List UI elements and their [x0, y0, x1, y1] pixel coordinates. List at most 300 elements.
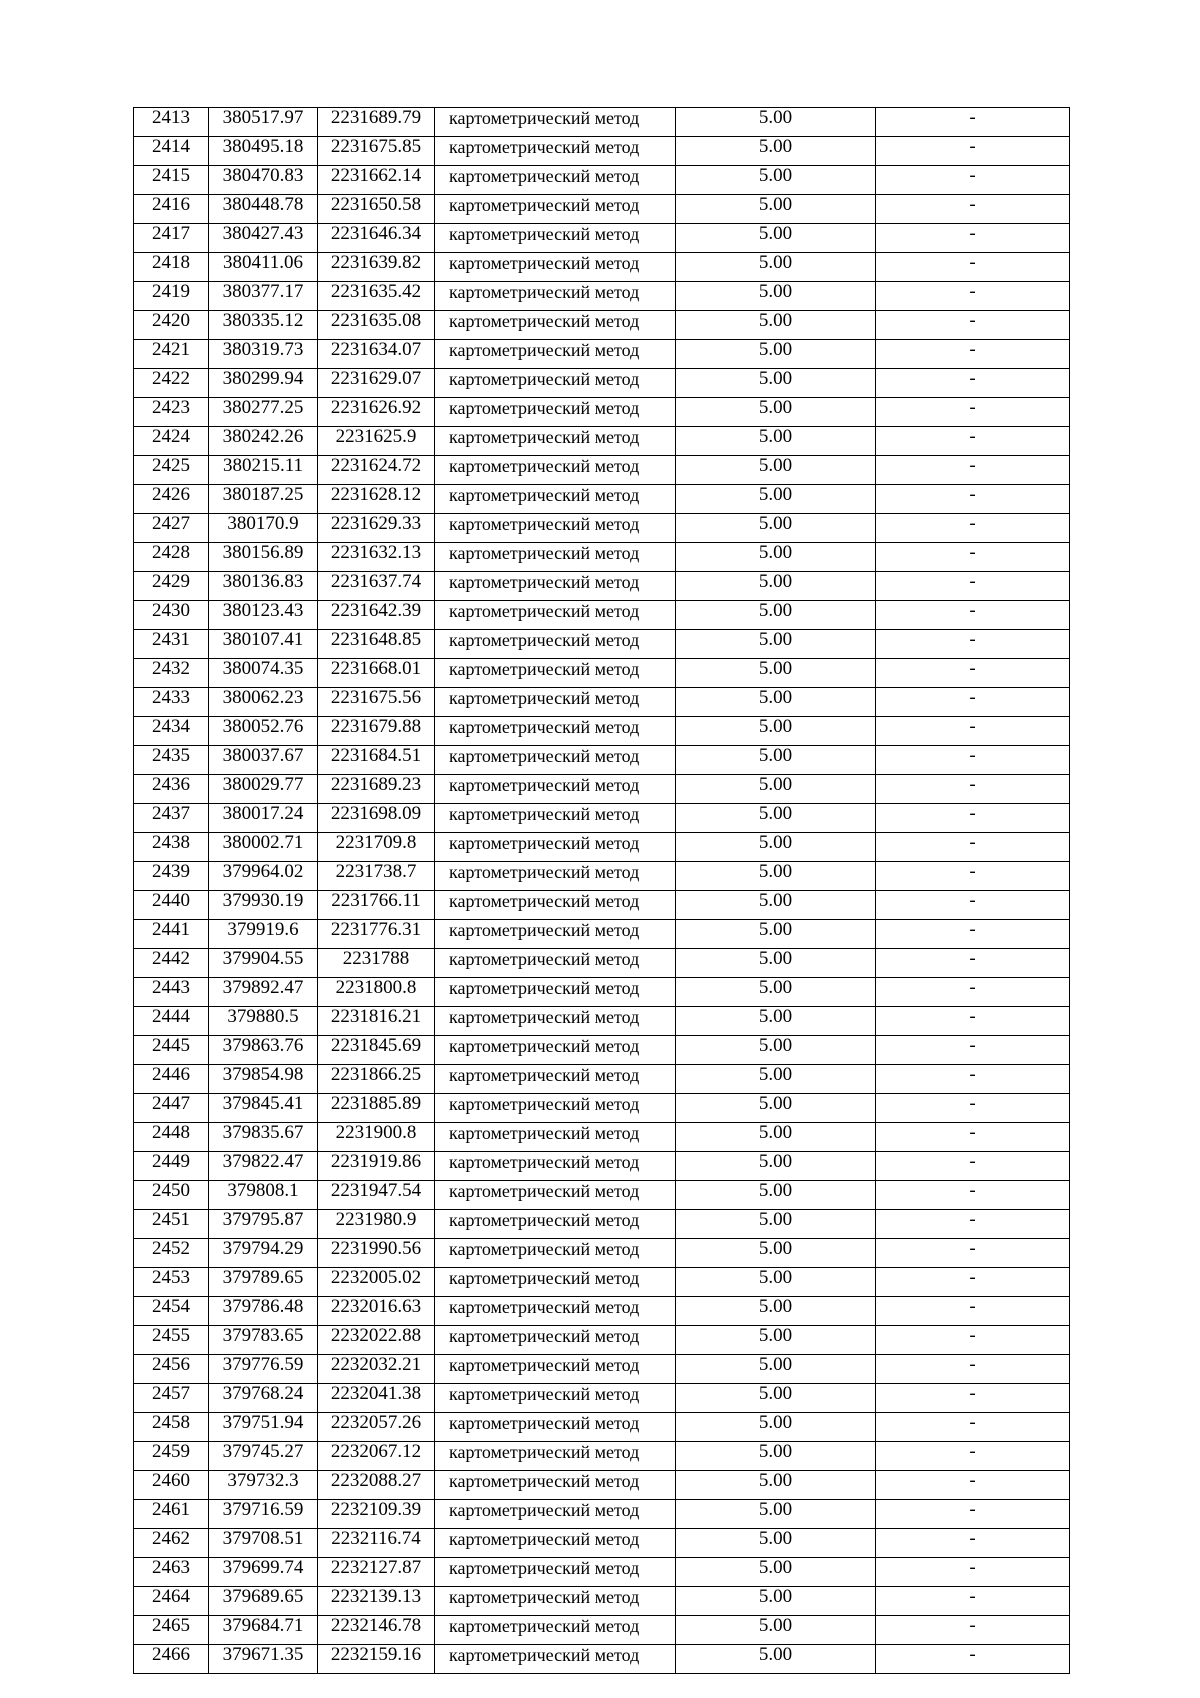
- x-coordinate-cell: 379689.65: [209, 1587, 318, 1616]
- x-coordinate-cell: 379808.1: [209, 1181, 318, 1210]
- accuracy-cell: 5.00: [676, 1355, 876, 1384]
- point-number-cell: 2449: [134, 1152, 209, 1181]
- x-coordinate-cell: 380411.06: [209, 253, 318, 282]
- table-row: [134, 717, 1070, 746]
- point-number-cell: 2457: [134, 1384, 209, 1413]
- note-cell: -: [876, 978, 1070, 1007]
- x-coordinate-cell: 379835.67: [209, 1123, 318, 1152]
- accuracy-cell: 5.00: [676, 949, 876, 978]
- accuracy-cell: 5.00: [676, 804, 876, 833]
- accuracy-cell: 5.00: [676, 543, 876, 572]
- accuracy-cell: 5.00: [676, 427, 876, 456]
- table-row: [134, 311, 1070, 340]
- accuracy-cell: 5.00: [676, 1152, 876, 1181]
- note-cell: -: [876, 1065, 1070, 1094]
- table-row: [134, 572, 1070, 601]
- method-cell: картометрический метод: [435, 1529, 676, 1558]
- point-number-cell: 2453: [134, 1268, 209, 1297]
- method-cell: картометрический метод: [435, 949, 676, 978]
- accuracy-cell: 5.00: [676, 369, 876, 398]
- table-row: [134, 949, 1070, 978]
- method-cell: картометрический метод: [435, 1181, 676, 1210]
- table-row: [134, 253, 1070, 282]
- x-coordinate-cell: 380299.94: [209, 369, 318, 398]
- note-cell: -: [876, 1471, 1070, 1500]
- accuracy-cell: 5.00: [676, 311, 876, 340]
- note-cell: -: [876, 166, 1070, 195]
- accuracy-cell: 5.00: [676, 1645, 876, 1674]
- coordinates-table: [133, 107, 1070, 1674]
- note-cell: -: [876, 1587, 1070, 1616]
- x-coordinate-cell: 380427.43: [209, 224, 318, 253]
- accuracy-cell: 5.00: [676, 1181, 876, 1210]
- note-cell: -: [876, 427, 1070, 456]
- table-row: [134, 1326, 1070, 1355]
- point-number-cell: 2433: [134, 688, 209, 717]
- y-coordinate-cell: 2231639.82: [318, 253, 435, 282]
- method-cell: картометрический метод: [435, 282, 676, 311]
- point-number-cell: 2462: [134, 1529, 209, 1558]
- x-coordinate-cell: 379863.76: [209, 1036, 318, 1065]
- y-coordinate-cell: 2231632.13: [318, 543, 435, 572]
- method-cell: картометрический метод: [435, 1268, 676, 1297]
- x-coordinate-cell: 380156.89: [209, 543, 318, 572]
- note-cell: -: [876, 1297, 1070, 1326]
- point-number-cell: 2445: [134, 1036, 209, 1065]
- x-coordinate-cell: 379716.59: [209, 1500, 318, 1529]
- table-row: [134, 978, 1070, 1007]
- point-number-cell: 2461: [134, 1500, 209, 1529]
- y-coordinate-cell: 2232127.87: [318, 1558, 435, 1587]
- y-coordinate-cell: 2232005.02: [318, 1268, 435, 1297]
- note-cell: -: [876, 659, 1070, 688]
- point-number-cell: 2426: [134, 485, 209, 514]
- point-number-cell: 2424: [134, 427, 209, 456]
- x-coordinate-cell: 380242.26: [209, 427, 318, 456]
- accuracy-cell: 5.00: [676, 398, 876, 427]
- table-row: [134, 659, 1070, 688]
- note-cell: -: [876, 1384, 1070, 1413]
- x-coordinate-cell: 379919.6: [209, 920, 318, 949]
- point-number-cell: 2454: [134, 1297, 209, 1326]
- point-number-cell: 2465: [134, 1616, 209, 1645]
- accuracy-cell: 5.00: [676, 1210, 876, 1239]
- method-cell: картометрический метод: [435, 543, 676, 572]
- table-row: [134, 1355, 1070, 1384]
- y-coordinate-cell: 2232139.13: [318, 1587, 435, 1616]
- method-cell: картометрический метод: [435, 456, 676, 485]
- table-row: [134, 456, 1070, 485]
- y-coordinate-cell: 2231738.7: [318, 862, 435, 891]
- y-coordinate-cell: 2231698.09: [318, 804, 435, 833]
- accuracy-cell: 5.00: [676, 1326, 876, 1355]
- x-coordinate-cell: 380470.83: [209, 166, 318, 195]
- y-coordinate-cell: 2231650.58: [318, 195, 435, 224]
- accuracy-cell: 5.00: [676, 514, 876, 543]
- note-cell: -: [876, 572, 1070, 601]
- note-cell: -: [876, 1094, 1070, 1123]
- table-row: [134, 1123, 1070, 1152]
- y-coordinate-cell: 2231800.8: [318, 978, 435, 1007]
- table-row: [134, 1181, 1070, 1210]
- accuracy-cell: 5.00: [676, 485, 876, 514]
- method-cell: картометрический метод: [435, 1384, 676, 1413]
- point-number-cell: 2446: [134, 1065, 209, 1094]
- note-cell: -: [876, 514, 1070, 543]
- accuracy-cell: 5.00: [676, 456, 876, 485]
- point-number-cell: 2428: [134, 543, 209, 572]
- method-cell: картометрический метод: [435, 514, 676, 543]
- accuracy-cell: 5.00: [676, 1297, 876, 1326]
- table-row: [134, 1442, 1070, 1471]
- accuracy-cell: 5.00: [676, 891, 876, 920]
- accuracy-cell: 5.00: [676, 1616, 876, 1645]
- note-cell: -: [876, 282, 1070, 311]
- method-cell: картометрический метод: [435, 891, 676, 920]
- method-cell: картометрический метод: [435, 1645, 676, 1674]
- point-number-cell: 2438: [134, 833, 209, 862]
- accuracy-cell: 5.00: [676, 253, 876, 282]
- method-cell: картометрический метод: [435, 630, 676, 659]
- method-cell: картометрический метод: [435, 978, 676, 1007]
- accuracy-cell: 5.00: [676, 340, 876, 369]
- x-coordinate-cell: 380170.9: [209, 514, 318, 543]
- point-number-cell: 2414: [134, 137, 209, 166]
- y-coordinate-cell: 2231635.08: [318, 311, 435, 340]
- accuracy-cell: 5.00: [676, 1442, 876, 1471]
- x-coordinate-cell: 379789.65: [209, 1268, 318, 1297]
- table-row: [134, 1065, 1070, 1094]
- accuracy-cell: 5.00: [676, 630, 876, 659]
- method-cell: картометрический метод: [435, 340, 676, 369]
- y-coordinate-cell: 2231919.86: [318, 1152, 435, 1181]
- method-cell: картометрический метод: [435, 1094, 676, 1123]
- x-coordinate-cell: 380052.76: [209, 717, 318, 746]
- accuracy-cell: 5.00: [676, 224, 876, 253]
- table-row: [134, 1645, 1070, 1674]
- y-coordinate-cell: 2231625.9: [318, 427, 435, 456]
- y-coordinate-cell: 2231776.31: [318, 920, 435, 949]
- y-coordinate-cell: 2231709.8: [318, 833, 435, 862]
- note-cell: -: [876, 1442, 1070, 1471]
- table-row: [134, 340, 1070, 369]
- note-cell: -: [876, 630, 1070, 659]
- accuracy-cell: 5.00: [676, 137, 876, 166]
- point-number-cell: 2441: [134, 920, 209, 949]
- y-coordinate-cell: 2232016.63: [318, 1297, 435, 1326]
- point-number-cell: 2450: [134, 1181, 209, 1210]
- x-coordinate-cell: 379783.65: [209, 1326, 318, 1355]
- point-number-cell: 2432: [134, 659, 209, 688]
- table-row: [134, 746, 1070, 775]
- table-row: [134, 427, 1070, 456]
- x-coordinate-cell: 380187.25: [209, 485, 318, 514]
- method-cell: картометрический метод: [435, 108, 676, 137]
- table-row: [134, 282, 1070, 311]
- note-cell: -: [876, 746, 1070, 775]
- note-cell: -: [876, 717, 1070, 746]
- x-coordinate-cell: 379699.74: [209, 1558, 318, 1587]
- accuracy-cell: 5.00: [676, 1384, 876, 1413]
- method-cell: картометрический метод: [435, 1036, 676, 1065]
- y-coordinate-cell: 2232146.78: [318, 1616, 435, 1645]
- x-coordinate-cell: 380123.43: [209, 601, 318, 630]
- table-row: [134, 398, 1070, 427]
- accuracy-cell: 5.00: [676, 1065, 876, 1094]
- x-coordinate-cell: 379822.47: [209, 1152, 318, 1181]
- point-number-cell: 2437: [134, 804, 209, 833]
- note-cell: -: [876, 1239, 1070, 1268]
- y-coordinate-cell: 2232067.12: [318, 1442, 435, 1471]
- x-coordinate-cell: 380037.67: [209, 746, 318, 775]
- x-coordinate-cell: 379708.51: [209, 1529, 318, 1558]
- x-coordinate-cell: 380136.83: [209, 572, 318, 601]
- y-coordinate-cell: 2232057.26: [318, 1413, 435, 1442]
- note-cell: -: [876, 1616, 1070, 1645]
- x-coordinate-cell: 379794.29: [209, 1239, 318, 1268]
- table-row: [134, 108, 1070, 137]
- table-row: [134, 1413, 1070, 1442]
- y-coordinate-cell: 2231624.72: [318, 456, 435, 485]
- y-coordinate-cell: 2231885.89: [318, 1094, 435, 1123]
- point-number-cell: 2420: [134, 311, 209, 340]
- note-cell: -: [876, 1210, 1070, 1239]
- method-cell: картометрический метод: [435, 775, 676, 804]
- table-row: [134, 1210, 1070, 1239]
- accuracy-cell: 5.00: [676, 1036, 876, 1065]
- note-cell: -: [876, 833, 1070, 862]
- y-coordinate-cell: 2231990.56: [318, 1239, 435, 1268]
- y-coordinate-cell: 2232159.16: [318, 1645, 435, 1674]
- y-coordinate-cell: 2232022.88: [318, 1326, 435, 1355]
- y-coordinate-cell: 2231668.01: [318, 659, 435, 688]
- table-row: [134, 688, 1070, 717]
- method-cell: картометрический метод: [435, 862, 676, 891]
- table-row: [134, 1529, 1070, 1558]
- point-number-cell: 2452: [134, 1239, 209, 1268]
- accuracy-cell: 5.00: [676, 1500, 876, 1529]
- accuracy-cell: 5.00: [676, 1529, 876, 1558]
- point-number-cell: 2440: [134, 891, 209, 920]
- y-coordinate-cell: 2231646.34: [318, 224, 435, 253]
- x-coordinate-cell: 379684.71: [209, 1616, 318, 1645]
- accuracy-cell: 5.00: [676, 833, 876, 862]
- table-row: [134, 1616, 1070, 1645]
- accuracy-cell: 5.00: [676, 862, 876, 891]
- y-coordinate-cell: 2231637.74: [318, 572, 435, 601]
- table-row: [134, 1268, 1070, 1297]
- x-coordinate-cell: 380074.35: [209, 659, 318, 688]
- table-row: [134, 543, 1070, 572]
- method-cell: картометрический метод: [435, 311, 676, 340]
- table-row: [134, 833, 1070, 862]
- y-coordinate-cell: 2231626.92: [318, 398, 435, 427]
- method-cell: картометрический метод: [435, 398, 676, 427]
- method-cell: картометрический метод: [435, 195, 676, 224]
- x-coordinate-cell: 380215.11: [209, 456, 318, 485]
- x-coordinate-cell: 380377.17: [209, 282, 318, 311]
- table-row: [134, 920, 1070, 949]
- method-cell: картометрический метод: [435, 1616, 676, 1645]
- x-coordinate-cell: 380107.41: [209, 630, 318, 659]
- y-coordinate-cell: 2231816.21: [318, 1007, 435, 1036]
- point-number-cell: 2464: [134, 1587, 209, 1616]
- x-coordinate-cell: 379751.94: [209, 1413, 318, 1442]
- method-cell: картометрический метод: [435, 1558, 676, 1587]
- y-coordinate-cell: 2231628.12: [318, 485, 435, 514]
- coordinates-table-body: [134, 108, 1070, 1674]
- accuracy-cell: 5.00: [676, 746, 876, 775]
- y-coordinate-cell: 2231766.11: [318, 891, 435, 920]
- method-cell: картометрический метод: [435, 1471, 676, 1500]
- x-coordinate-cell: 380495.18: [209, 137, 318, 166]
- method-cell: картометрический метод: [435, 1587, 676, 1616]
- note-cell: -: [876, 137, 1070, 166]
- table-row: [134, 1587, 1070, 1616]
- note-cell: -: [876, 1500, 1070, 1529]
- table-row: [134, 630, 1070, 659]
- table-row: [134, 1471, 1070, 1500]
- table-row: [134, 224, 1070, 253]
- note-cell: -: [876, 1326, 1070, 1355]
- x-coordinate-cell: 379768.24: [209, 1384, 318, 1413]
- point-number-cell: 2413: [134, 108, 209, 137]
- y-coordinate-cell: 2231648.85: [318, 630, 435, 659]
- method-cell: картометрический метод: [435, 1413, 676, 1442]
- accuracy-cell: 5.00: [676, 572, 876, 601]
- point-number-cell: 2443: [134, 978, 209, 1007]
- x-coordinate-cell: 379776.59: [209, 1355, 318, 1384]
- y-coordinate-cell: 2231635.42: [318, 282, 435, 311]
- note-cell: -: [876, 688, 1070, 717]
- y-coordinate-cell: 2231689.23: [318, 775, 435, 804]
- point-number-cell: 2427: [134, 514, 209, 543]
- note-cell: -: [876, 485, 1070, 514]
- table-row: [134, 514, 1070, 543]
- x-coordinate-cell: 379892.47: [209, 978, 318, 1007]
- note-cell: -: [876, 456, 1070, 485]
- accuracy-cell: 5.00: [676, 775, 876, 804]
- point-number-cell: 2421: [134, 340, 209, 369]
- method-cell: картометрический метод: [435, 1152, 676, 1181]
- x-coordinate-cell: 379671.35: [209, 1645, 318, 1674]
- y-coordinate-cell: 2231866.25: [318, 1065, 435, 1094]
- accuracy-cell: 5.00: [676, 601, 876, 630]
- table-row: [134, 1152, 1070, 1181]
- x-coordinate-cell: 379964.02: [209, 862, 318, 891]
- table-row: [134, 1384, 1070, 1413]
- point-number-cell: 2422: [134, 369, 209, 398]
- note-cell: -: [876, 1529, 1070, 1558]
- x-coordinate-cell: 379930.19: [209, 891, 318, 920]
- method-cell: картометрический метод: [435, 833, 676, 862]
- y-coordinate-cell: 2231788: [318, 949, 435, 978]
- method-cell: картометрический метод: [435, 1239, 676, 1268]
- point-number-cell: 2430: [134, 601, 209, 630]
- x-coordinate-cell: 380062.23: [209, 688, 318, 717]
- y-coordinate-cell: 2231634.07: [318, 340, 435, 369]
- accuracy-cell: 5.00: [676, 282, 876, 311]
- point-number-cell: 2451: [134, 1210, 209, 1239]
- note-cell: -: [876, 108, 1070, 137]
- table-row: [134, 137, 1070, 166]
- note-cell: -: [876, 920, 1070, 949]
- note-cell: -: [876, 601, 1070, 630]
- point-number-cell: 2456: [134, 1355, 209, 1384]
- y-coordinate-cell: 2232041.38: [318, 1384, 435, 1413]
- x-coordinate-cell: 380335.12: [209, 311, 318, 340]
- note-cell: -: [876, 804, 1070, 833]
- method-cell: картометрический метод: [435, 1065, 676, 1094]
- point-number-cell: 2429: [134, 572, 209, 601]
- accuracy-cell: 5.00: [676, 1558, 876, 1587]
- table-row: [134, 1297, 1070, 1326]
- accuracy-cell: 5.00: [676, 1471, 876, 1500]
- y-coordinate-cell: 2231629.07: [318, 369, 435, 398]
- note-cell: -: [876, 1036, 1070, 1065]
- note-cell: -: [876, 949, 1070, 978]
- note-cell: -: [876, 1007, 1070, 1036]
- y-coordinate-cell: 2232032.21: [318, 1355, 435, 1384]
- point-number-cell: 2418: [134, 253, 209, 282]
- note-cell: -: [876, 311, 1070, 340]
- point-number-cell: 2425: [134, 456, 209, 485]
- point-number-cell: 2416: [134, 195, 209, 224]
- method-cell: картометрический метод: [435, 1355, 676, 1384]
- note-cell: -: [876, 1355, 1070, 1384]
- x-coordinate-cell: 379745.27: [209, 1442, 318, 1471]
- accuracy-cell: 5.00: [676, 717, 876, 746]
- x-coordinate-cell: 380017.24: [209, 804, 318, 833]
- point-number-cell: 2417: [134, 224, 209, 253]
- point-number-cell: 2459: [134, 1442, 209, 1471]
- y-coordinate-cell: 2231947.54: [318, 1181, 435, 1210]
- point-number-cell: 2458: [134, 1413, 209, 1442]
- method-cell: картометрический метод: [435, 166, 676, 195]
- note-cell: -: [876, 253, 1070, 282]
- point-number-cell: 2444: [134, 1007, 209, 1036]
- x-coordinate-cell: 379732.3: [209, 1471, 318, 1500]
- method-cell: картометрический метод: [435, 1297, 676, 1326]
- x-coordinate-cell: 380277.25: [209, 398, 318, 427]
- point-number-cell: 2463: [134, 1558, 209, 1587]
- method-cell: картометрический метод: [435, 427, 676, 456]
- accuracy-cell: 5.00: [676, 1413, 876, 1442]
- method-cell: картометрический метод: [435, 137, 676, 166]
- table-row: [134, 195, 1070, 224]
- method-cell: картометрический метод: [435, 717, 676, 746]
- table-row: [134, 891, 1070, 920]
- table-row: [134, 1558, 1070, 1587]
- accuracy-cell: 5.00: [676, 1094, 876, 1123]
- x-coordinate-cell: 379795.87: [209, 1210, 318, 1239]
- table-row: [134, 1036, 1070, 1065]
- note-cell: -: [876, 1123, 1070, 1152]
- method-cell: картометрический метод: [435, 1500, 676, 1529]
- note-cell: -: [876, 398, 1070, 427]
- method-cell: картометрический метод: [435, 485, 676, 514]
- method-cell: картометрический метод: [435, 1007, 676, 1036]
- point-number-cell: 2447: [134, 1094, 209, 1123]
- accuracy-cell: 5.00: [676, 659, 876, 688]
- point-number-cell: 2431: [134, 630, 209, 659]
- note-cell: -: [876, 1181, 1070, 1210]
- x-coordinate-cell: 380448.78: [209, 195, 318, 224]
- accuracy-cell: 5.00: [676, 1123, 876, 1152]
- x-coordinate-cell: 379904.55: [209, 949, 318, 978]
- y-coordinate-cell: 2232109.39: [318, 1500, 435, 1529]
- point-number-cell: 2448: [134, 1123, 209, 1152]
